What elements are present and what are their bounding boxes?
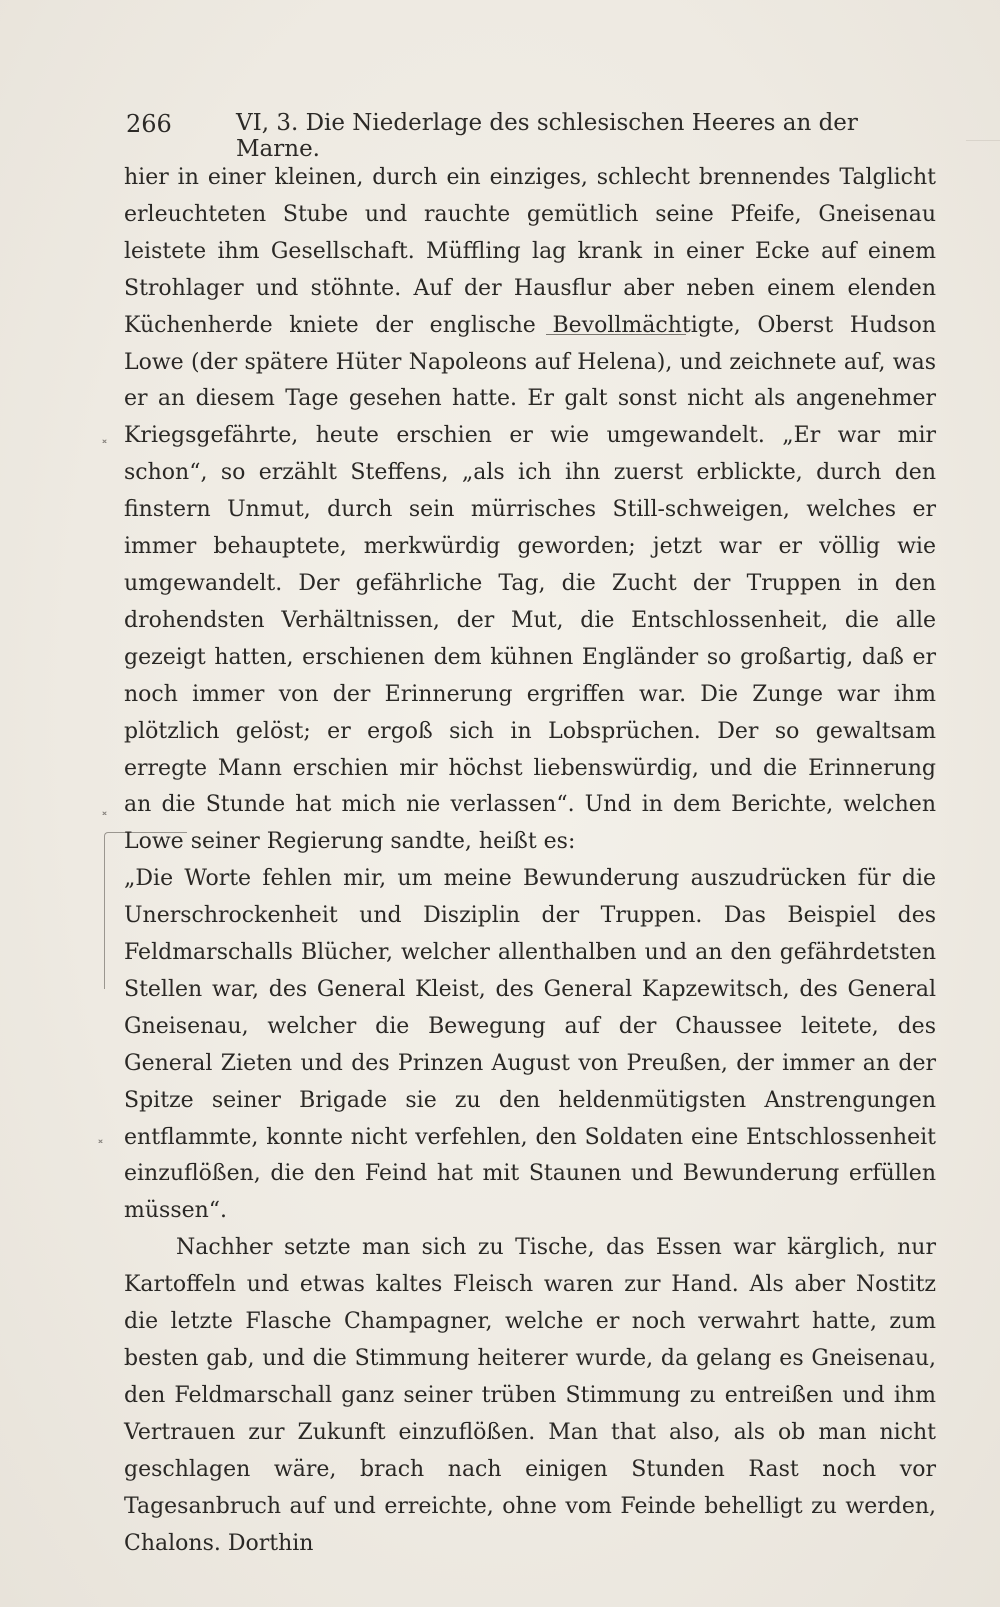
page-header	[126, 110, 926, 162]
pencil-margin-mark: ˟	[100, 810, 109, 831]
running-head: VI, 3. Die Niederlage des schlesischen Heeres an der Marne.	[236, 110, 858, 162]
pencil-margin-mark: ˟	[96, 1138, 105, 1159]
page-number: 266	[126, 110, 172, 138]
paragraph: Nachher setzte man sich zu Tische, das Essen war kärglich, nur Kartoffeln und etwas kaltes Fleisch waren zur Hand. Als aber Nostitz die letzte Flasche Champagner, welche er noch verwahrt hatte, zum besten gab, und die Stimmung heiterer wurde, da gelang es Gneisenau, den Feldmarschall ganz seiner trüben Stimmung zu entreißen und ihm Vertrauen zur Zukunft einzuflößen. Man that also, als ob man nicht geschlagen wäre, brach nach einigen Stunden Rast noch vor Tagesanbruch auf und erreichte, ohne vom Feinde behelligt zu werden, Chalons. Dorthin	[124, 1235, 936, 1556]
quoted-report-paragraph: „Die Worte fehlen mir, um meine Bewunderung auszudrücken für die Unerschrockenheit und Disziplin der Truppen. Das Beispiel des Feldmarschalls Blücher, welcher allenthalben und an den gefährdetsten Stellen war, des General Kleist, des General Kapzewitsch, des General Gneisenau, welcher die Bewegung auf der Chaussee leitete, des General Zieten und des Prinzen August von Preußen, der immer an der Spitze seiner Brigade sie zu den heldenmütigsten Anstrengungen entflammte, konnte nicht verfehlen, den Soldaten eine Entschlossenheit einzuflößen, die den Feind hat mit Staunen und Bewunderung erfüllen müssen“.	[124, 866, 936, 1224]
paragraph: hier in einer kleinen, durch ein einziges, schlecht brennendes Talglicht erleuchteten Stube und rauchte gemütlich seine Pfeife, Gneisenau leistete ihm Gesellschaft. Müffling lag krank in einer Ecke auf einem Strohlager und stöhnte. Auf der Hausflur aber neben einem elenden Küchenherde kniete der englische Bevollmächtigte, Oberst Hudson Lowe (der spätere Hüter Napoleons auf Helena), und zeichnete auf, was er an diesem Tage gesehen hatte. Er galt sonst nicht als angenehmer Kriegsgefährte, heute erschien er wie umgewandelt. „Er war mir schon“, so erzählt Steffens, „als ich ihn zuerst erblickte, durch den finstern Unmut, durch sein mürrisches Still-schweigen, welches er immer behauptete, merkwürdig geworden; jetzt war er völlig wie umgewandelt. Der gefährliche Tag, die Zucht der Truppen in den drohendsten Verhältnissen, der Mut, die Entschlossenheit, die alle gezeigt hatten, erschienen dem kühnen Engländer so großartig, daß er noch immer von der Erinnerung ergriffen war. Die Zunge war ihm plötzlich gelöst; er ergoß sich in Lobsprüchen. Der so gewaltsam erregte Mann erschien mir höchst liebenswürdig, und die Erinnerung an die Stunde hat mich nie verlassen“. Und in dem Berichte, welchen Lowe seiner Regierung sandte, heißt es:	[124, 165, 936, 855]
header-rule	[966, 140, 1000, 141]
body-text	[124, 160, 936, 1562]
pencil-margin-mark: ˟	[100, 438, 109, 459]
